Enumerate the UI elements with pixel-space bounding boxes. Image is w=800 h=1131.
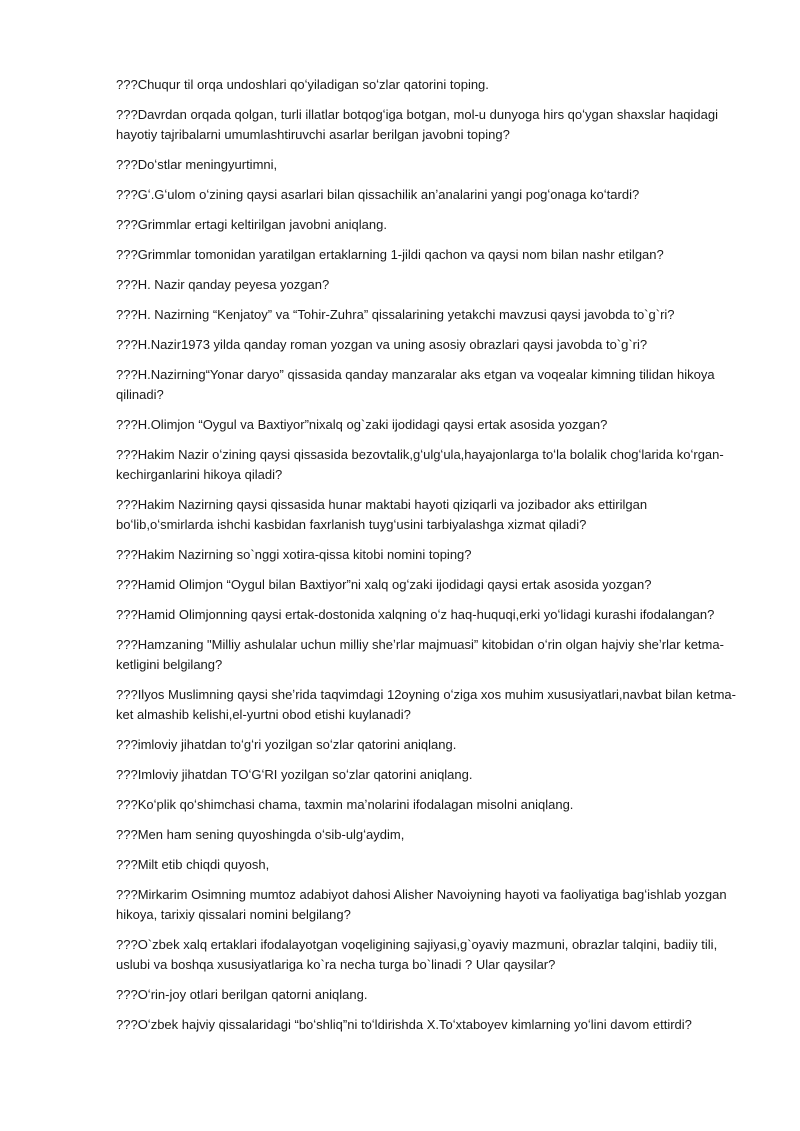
question-item: ???H. Nazir qanday peyesa yozgan? xyxy=(116,277,330,292)
question-item: ???Chuqur til orqa undoshlari qoʻyiladigan soʻzlar qatorini toping. xyxy=(116,77,489,92)
question-item: ???Gʻ.Gʻulom oʻzining qaysi asarlari bilan qissachilik anʼanalarini yangi pogʻonaga koʻtardi? xyxy=(116,187,640,202)
question-item: ???Grimmlar ertagi keltirilgan javobni aniqlang. xyxy=(116,217,387,232)
question-item: ???H. Nazirning “Kenjatoy” va “Tohir-Zuhra” qissalarining yetakchi mavzusi qaysi javobda to`g`ri? xyxy=(116,307,675,322)
question-item: ???Men ham sening quyoshingda oʻsib-ulgʻaydim, xyxy=(116,827,405,842)
question-item: ???imloviy jihatdan toʻgʻri yozilgan soʻzlar qatorini aniqlang. xyxy=(116,737,457,752)
question-item: ???Hamzaning "Milliy ashulalar uchun milliy sheʼrlar majmuasi” kitobidan oʻrin olgan hajviy sheʼrlar ketma-ketligini belgilang? xyxy=(116,637,724,672)
question-item: ???Grimmlar tomonidan yaratilgan ertaklarning 1-jildi qachon va qaysi nom bilan nashr etilgan? xyxy=(116,247,664,262)
question-item: ???Oʻzbek hajviy qissalaridagi “boʻshliq”ni toʻldirishda X.Toʻxtaboyev kimlarning yoʻlini davom ettirdi? xyxy=(116,1017,692,1032)
question-item: ???Oʻrin-joy otlari berilgan qatorni aniqlang. xyxy=(116,987,368,1002)
question-list xyxy=(116,75,746,1045)
question-item: ???H.Nazirning“Yonar daryo” qissasida qanday manzaralar aks etgan va voqealar kimning tilidan hikoya qilinadi? xyxy=(116,367,715,402)
question-item: ???Davrdan orqada qolgan, turli illatlar botqogʻiga botgan, mol-u dunyoga hirs qoʻygan shaxslar haqidagi hayotiy tajribalarni umumlashtiruvchi asarlar berilgan javobni toping? xyxy=(116,107,719,142)
question-item: ???Mirkarim Osimning mumtoz adabiyot dahosi Alisher Navoiyning hayoti va faoliyatiga bagʻishlab yozgan hikoya, tarixiy qissalari nomini belgilang? xyxy=(116,887,727,922)
question-item: ???Milt etib chiqdi quyosh, xyxy=(116,857,270,872)
question-item: ???Ilyos Muslimning qaysi sheʼrida taqvimdagi 12oyning oʻziga xos muhim xususiyatlari,navbat bilan ketma-ket almashib kelishi,el-yurtni obod etishi kuylanadi? xyxy=(116,687,736,722)
question-item: ???Doʻstlar meningyurtimni, xyxy=(116,157,278,172)
question-item: ???Hakim Nazirning so`nggi xotira-qissa kitobi nomini toping? xyxy=(116,547,472,562)
question-item: ???H.Nazir1973 yilda qanday roman yozgan va uning asosiy obrazlari qaysi javobda to`g`ri? xyxy=(116,337,648,352)
question-item: ???Hakim Nazir oʻzining qaysi qissasida bezovtalik,gʻulgʻula,hayajonlarga toʻla bolalik chogʻlarida koʻrgan-kechirganlarini hikoya qiladi? xyxy=(116,447,724,482)
question-item: ???Hamid Olimjon “Oygul bilan Baxtiyor”ni xalq ogʻzaki ijodidagi qaysi ertak asosida yozgan? xyxy=(116,577,652,592)
question-item: ???Imloviy jihatdan TOʻGʻRI yozilgan soʻzlar qatorini aniqlang. xyxy=(116,767,473,782)
question-item: ???H.Olimjon “Oygul va Baxtiyor”nixalq og`zaki ijodidagi qaysi ertak asosida yozgan? xyxy=(116,417,608,432)
question-item: ???Hakim Nazirning qaysi qissasida hunar maktabi hayoti qiziqarli va jozibador aks ettirilgan boʻlib,oʻsmirlarda ishchi kasbidan faxrlanish tuygʻusini tarbiyalashga xizmat qiladi? xyxy=(116,497,648,532)
question-item: ???O`zbek xalq ertaklari ifodalayotgan voqeligining sajiyasi,g`oyaviy mazmuni, obrazlar talqini, badiiy tili, uslubi va boshqa xususiyatlariga ko`ra necha turga bo`linadi ? Ular qaysilar? xyxy=(116,937,718,972)
question-item: ???Koʻplik qoʻshimchasi chama, taxmin maʼnolarini ifodalagan misolni aniqlang. xyxy=(116,797,574,812)
question-item: ???Hamid Olimjonning qaysi ertak-dostonida xalqning oʻz haq-huquqi,erki yoʻlidagi kurashi ifodalangan? xyxy=(116,607,715,622)
